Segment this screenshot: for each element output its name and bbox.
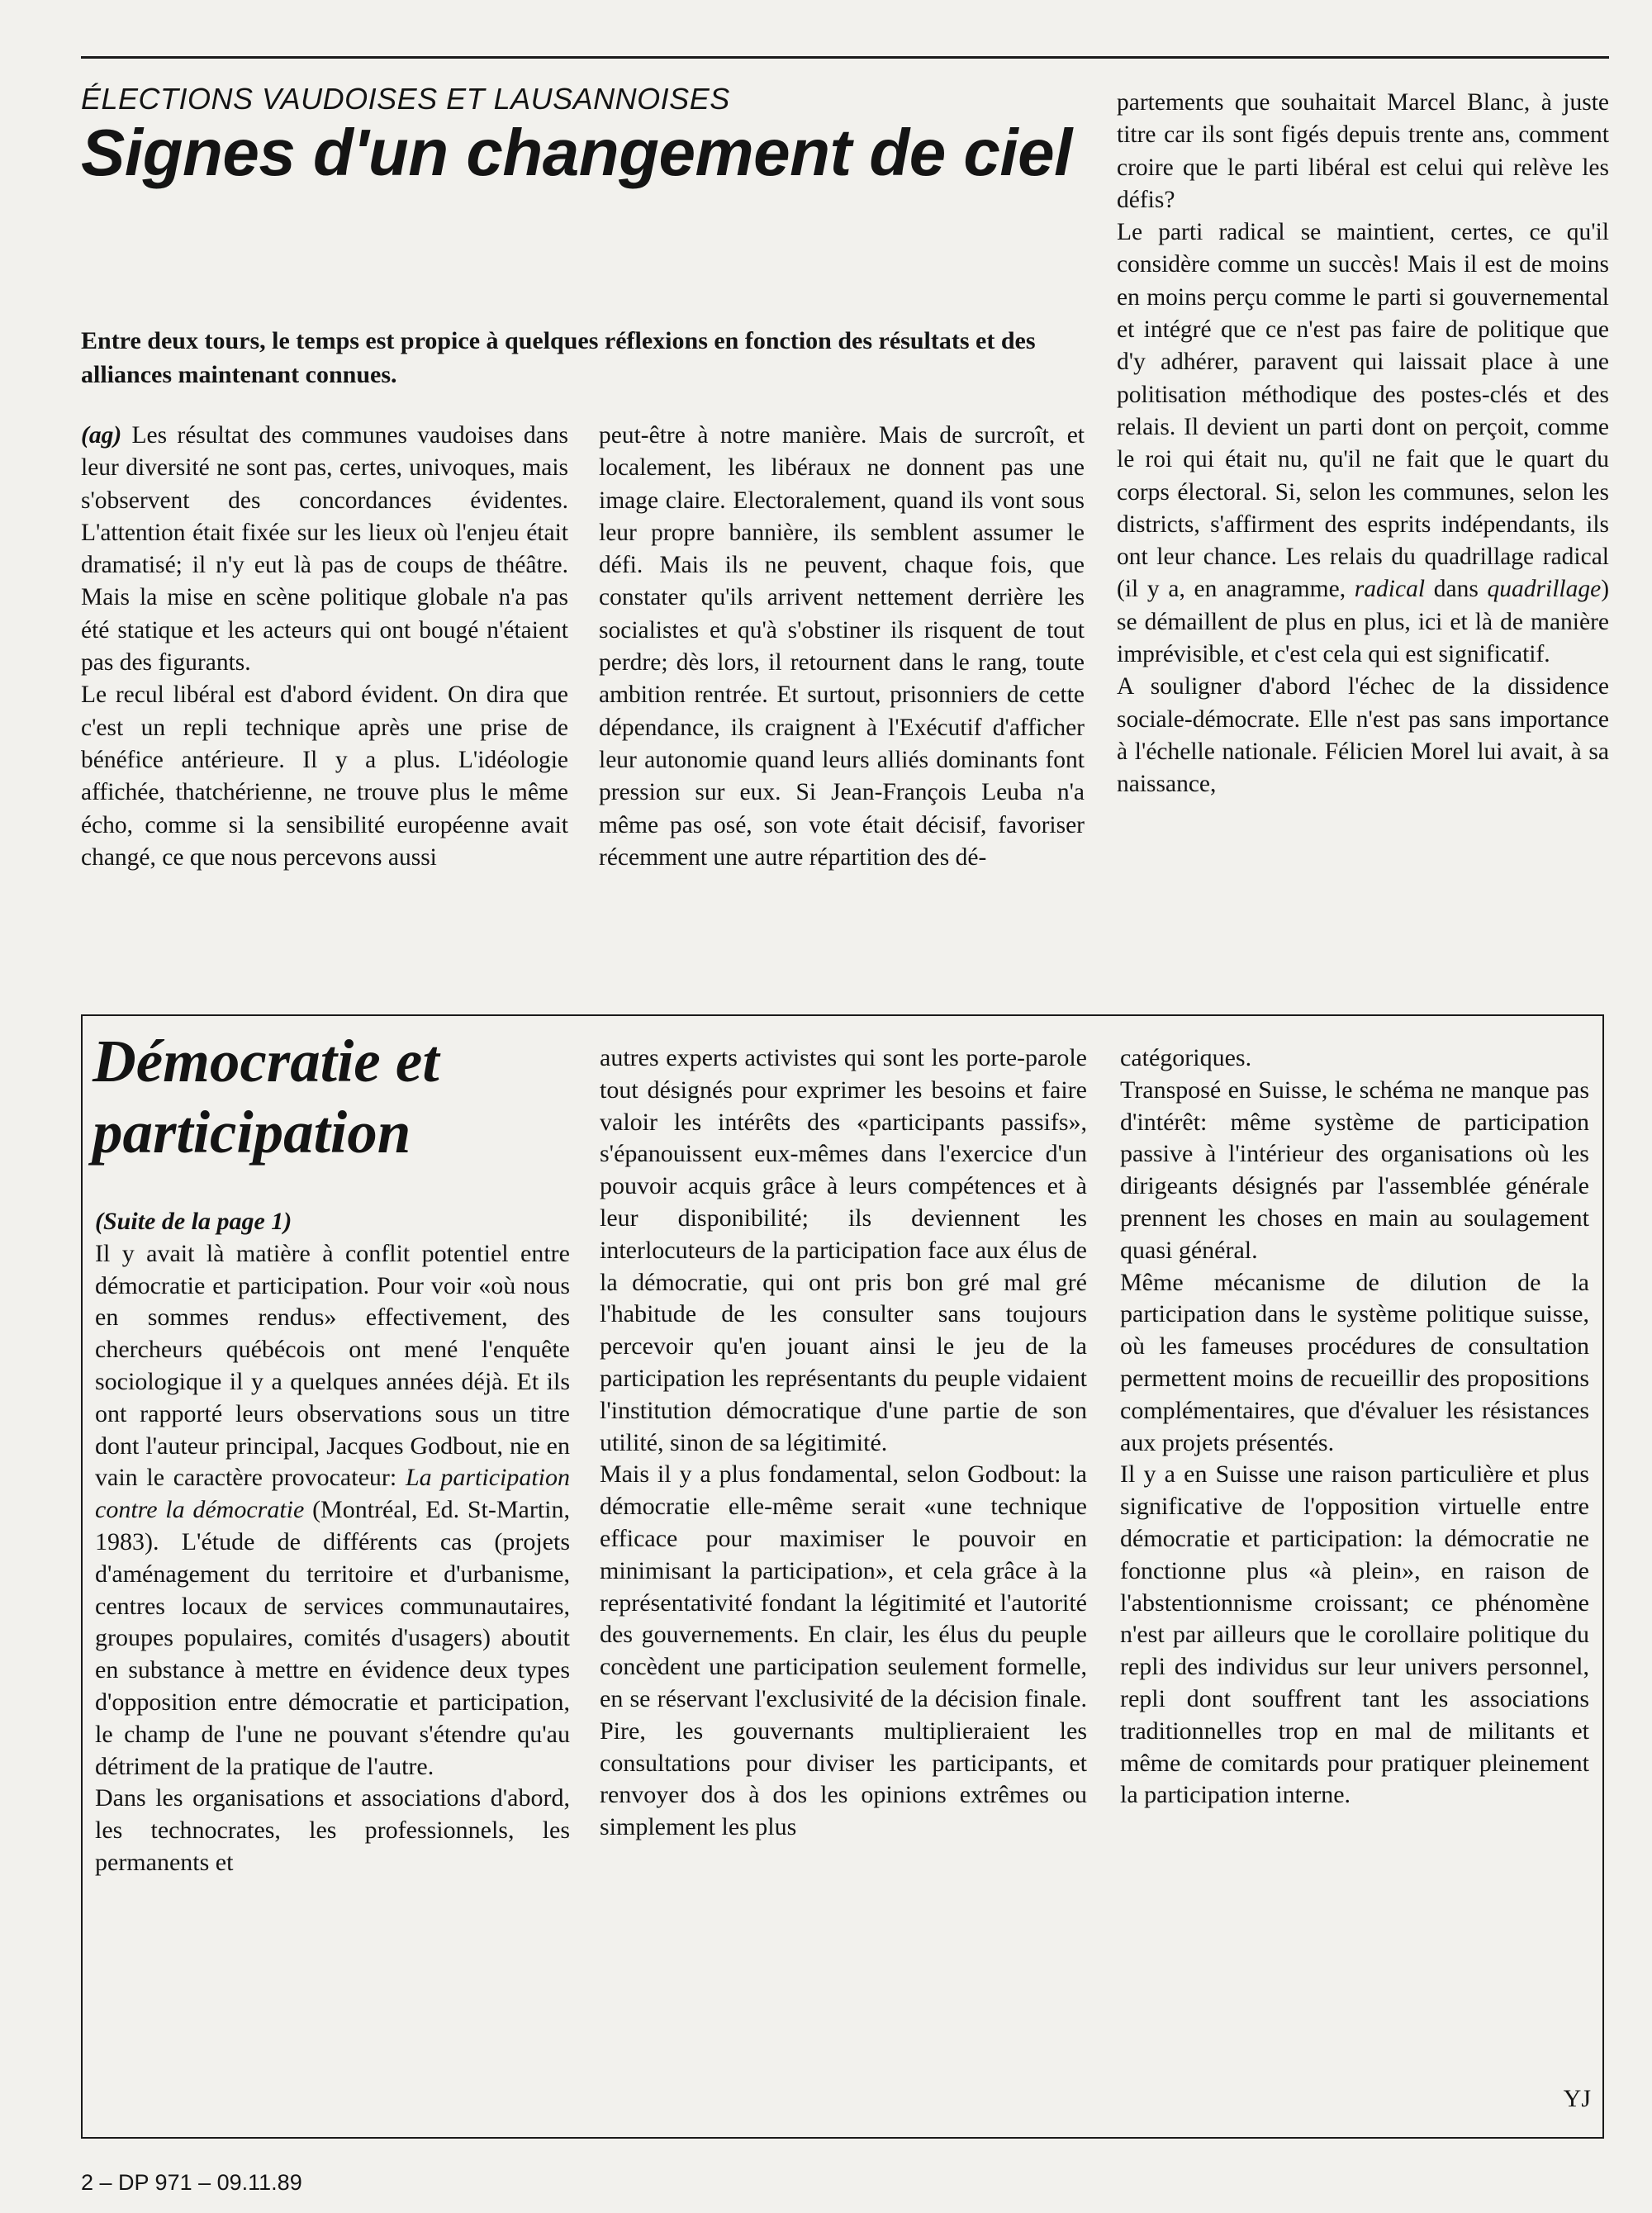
- article-text: Les résultat des communes vaudoises dans leur diversité ne sont pas, certes, univoques, mais s'observent des concordances évidentes. L'attention était fixée sur les lieux où l'enjeu était dramatisé; il n'y eut là pas de coups de théâtre. Mais la mise en scène politique globale n'a pas été statique et les acteurs qui ont bougé n'étaient pas des figurants.: [81, 422, 568, 677]
- article-emphasis: quadrillage: [1487, 576, 1602, 603]
- sidebar-column-2: [600, 1042, 1087, 2116]
- sidebar-paragraph: autres experts activistes qui sont les porte-parole tout désignés pour exprimer les besoins et faire valoir les intérêts des «participants passifs», s'épanouissent eux-mêmes dans l'exercice d'un pouvoir acquis grâce à leurs compétences et à leur disponibilité; ils deviennent les interlocuteurs de la participation face aux élus de la démocratie, qui ont pris bon gré mal gré l'habitude de les consulter sans toujours percevoir qu'en jouant ainsi le jeu de la participation les représentants du peuple vidaient l'institution démocratique d'une partie de son utilité, sinon de sa légitimité.: [600, 1044, 1087, 1456]
- sidebar-paragraph: Même mécanisme de dilution de la participation dans le système politique suisse, où les fameuses procédures de consultation permettent moins de recueillir des propositions complémentaires, que d'évaluer les résistances aux projets présentés.: [1120, 1268, 1589, 1456]
- article-lede: Entre deux tours, le temps est propice à quelques réflexions en fonction des résultats et des alliances maintenant connues.: [81, 327, 1036, 388]
- sidebar-paragraph: catégoriques.: [1120, 1044, 1252, 1071]
- article-kicker: ÉLECTIONS VAUDOISES ET LAUSANNOISES: [81, 82, 730, 116]
- sidebar-paragraph: Mais il y a plus fondamental, selon Godbout: la démocratie elle-même serait «une technique efficace pour maximiser le pouvoir en minimisant la participation», et cela grâce à la représentativité fondant la légitimité et l'autorité des gouvernements. En clair, les élus du peuple concèdent une participation seulement formelle, en se réservant l'exclusivité de la décision finale. Pire, les gouvernants multiplieraient les consultations pour diviser les participants, et renvoyer dos à dos les opinions extrêmes ou simplement les plus: [600, 1460, 1087, 1841]
- article-column-1: [81, 420, 568, 990]
- article-column-3: [1117, 87, 1609, 990]
- sidebar-text: Il y avait là matière à conflit potentiel entre démocratie et participation. Pour voir «où nous en sommes rendus» effectivement, des chercheurs québécois ont mené l'enquête sociologique il y a quelques années déjà. Et ils ont rapporté leurs observations sous un titre dont l'auteur principal, Jacques Godbout, nie en vain le caractère provocateur:: [95, 1239, 570, 1492]
- article-text: ) se démaillent de plus en plus, ici et là de manière imprévisible, et c'est cela qui est significatif.: [1117, 576, 1609, 668]
- sidebar-paragraph: [95, 1238, 570, 1783]
- article-text: dans: [1433, 576, 1479, 603]
- article-column-2: [599, 420, 1085, 990]
- article-text: Le parti radical se maintient, certes, ce qu'il considère comme un succès! Mais il est de moins en moins perçu comme le parti si gouvernemental et intégré que ce n'est pas faire de politique que d'y adhérer, paravent qui laissait place à une politisation méthodique des postes-clés et des relais. Il devient un parti dont on perçoit, comme le roi qui était nu, qu'il ne fait que le quart du corps électoral. Si, selon les communes, selon les districts, s'affirment des esprits indépendants, ils ont leur chance. Les relais du quadrillage radical (il y a, en anagramme,: [1117, 219, 1609, 603]
- sidebar-column-3: [1120, 1042, 1589, 2079]
- article-headline: Signes d'un changement de ciel: [81, 116, 1072, 189]
- continued-from-label: (Suite de la page 1): [95, 1208, 292, 1235]
- article-paragraph: A souligner d'abord l'échec de la dissidence sociale-démocrate. Elle n'est pas sans importance à l'échelle nationale. Félicien Morel lui avait, à sa naissance,: [1117, 673, 1609, 798]
- article-emphasis: radical: [1354, 576, 1426, 603]
- sidebar-paragraph: Transposé en Suisse, le schéma ne manque pas d'intérêt: même système de participation passive à l'intérieur des organisations où les dirigeants désignés par l'assemblée générale prennent les choses en main au soulagement quasi général.: [1120, 1076, 1589, 1264]
- top-rule: [81, 56, 1609, 59]
- book-title: La participation contre la démocratie: [95, 1464, 570, 1524]
- article-paragraph: peut-être à notre manière. Mais de surcroît, et localement, les libéraux ne donnent pas une image claire. Electoralement, quand ils vont sous leur propre bannière, ils semblent assumer le défi. Mais ils ne peuvent, chaque fois, que constater qu'ils arrivent nettement derrière les socialistes et qu'à s'obstiner ils risquent de tout perdre; dès lors, il retournent dans le rang, toute ambition rentrée. Et surtout, prisonniers de cette dépendance, ils craignent à l'Exécutif d'afficher leur autonomie quand leurs alliés dominants font pression sur eux. Si Jean-François Leuba n'a même pas osé, son vote était décisif, favoriser récemment une autre répartition des dé-: [599, 422, 1085, 871]
- sidebar-paragraph: Dans les organisations et associations d'abord, les technocrates, les professionnels, les permanents et: [95, 1784, 570, 1876]
- sidebar-text: (Montréal, Ed. St-Martin, 1983). L'étude de différents cas (projets d'aménagement du territoire et d'urbanisme, centres locaux de services communautaires, groupes populaires, comités d'usagers) aboutit en substance à mettre en évidence deux types d'opposition entre démocratie et participation, le champ de l'une ne pouvant s'étendre qu'au détriment de la pratique de l'autre.: [95, 1496, 570, 1780]
- article-paragraph: [81, 420, 568, 679]
- article-byline: (ag): [81, 422, 122, 449]
- sidebar-paragraph: Il y a en Suisse une raison particulière et plus significative de l'opposition virtuelle entre démocratie et participation: la démocratie ne fonctionne plus «à plein», en raison de l'abstentionnisme croissant; ce phénomène n'est par ailleurs que le corollaire politique du repli des individus sur leur univers personnel, repli dont souffrent tant les associations traditionnelles trop en mal de militants et même de comitards pour pratiquer pleinement la participation interne.: [1120, 1460, 1589, 1809]
- article-paragraph: Le recul libéral est d'abord évident. On dira que c'est un repli technique après une prise de bénéfice antérieure. Il y a plus. L'idéologie affichée, thatchérienne, ne trouve plus le même écho, comme si la sensibilité européenne avait changé, ce que nous percevons aussi: [81, 681, 568, 871]
- sidebar-column-1: [95, 1206, 570, 2113]
- sidebar-title: Démocratie et participation: [93, 1028, 439, 1166]
- author-signature: YJ: [1563, 2085, 1591, 2112]
- article-paragraph: partements que souhaitait Marcel Blanc, à juste titre car ils sont figés depuis trente ans, comment croire que le parti libéral est celui qui relève les défis?: [1117, 89, 1609, 213]
- page-folio: 2 – DP 971 – 09.11.89: [81, 2170, 302, 2195]
- article-paragraph: [1117, 216, 1609, 671]
